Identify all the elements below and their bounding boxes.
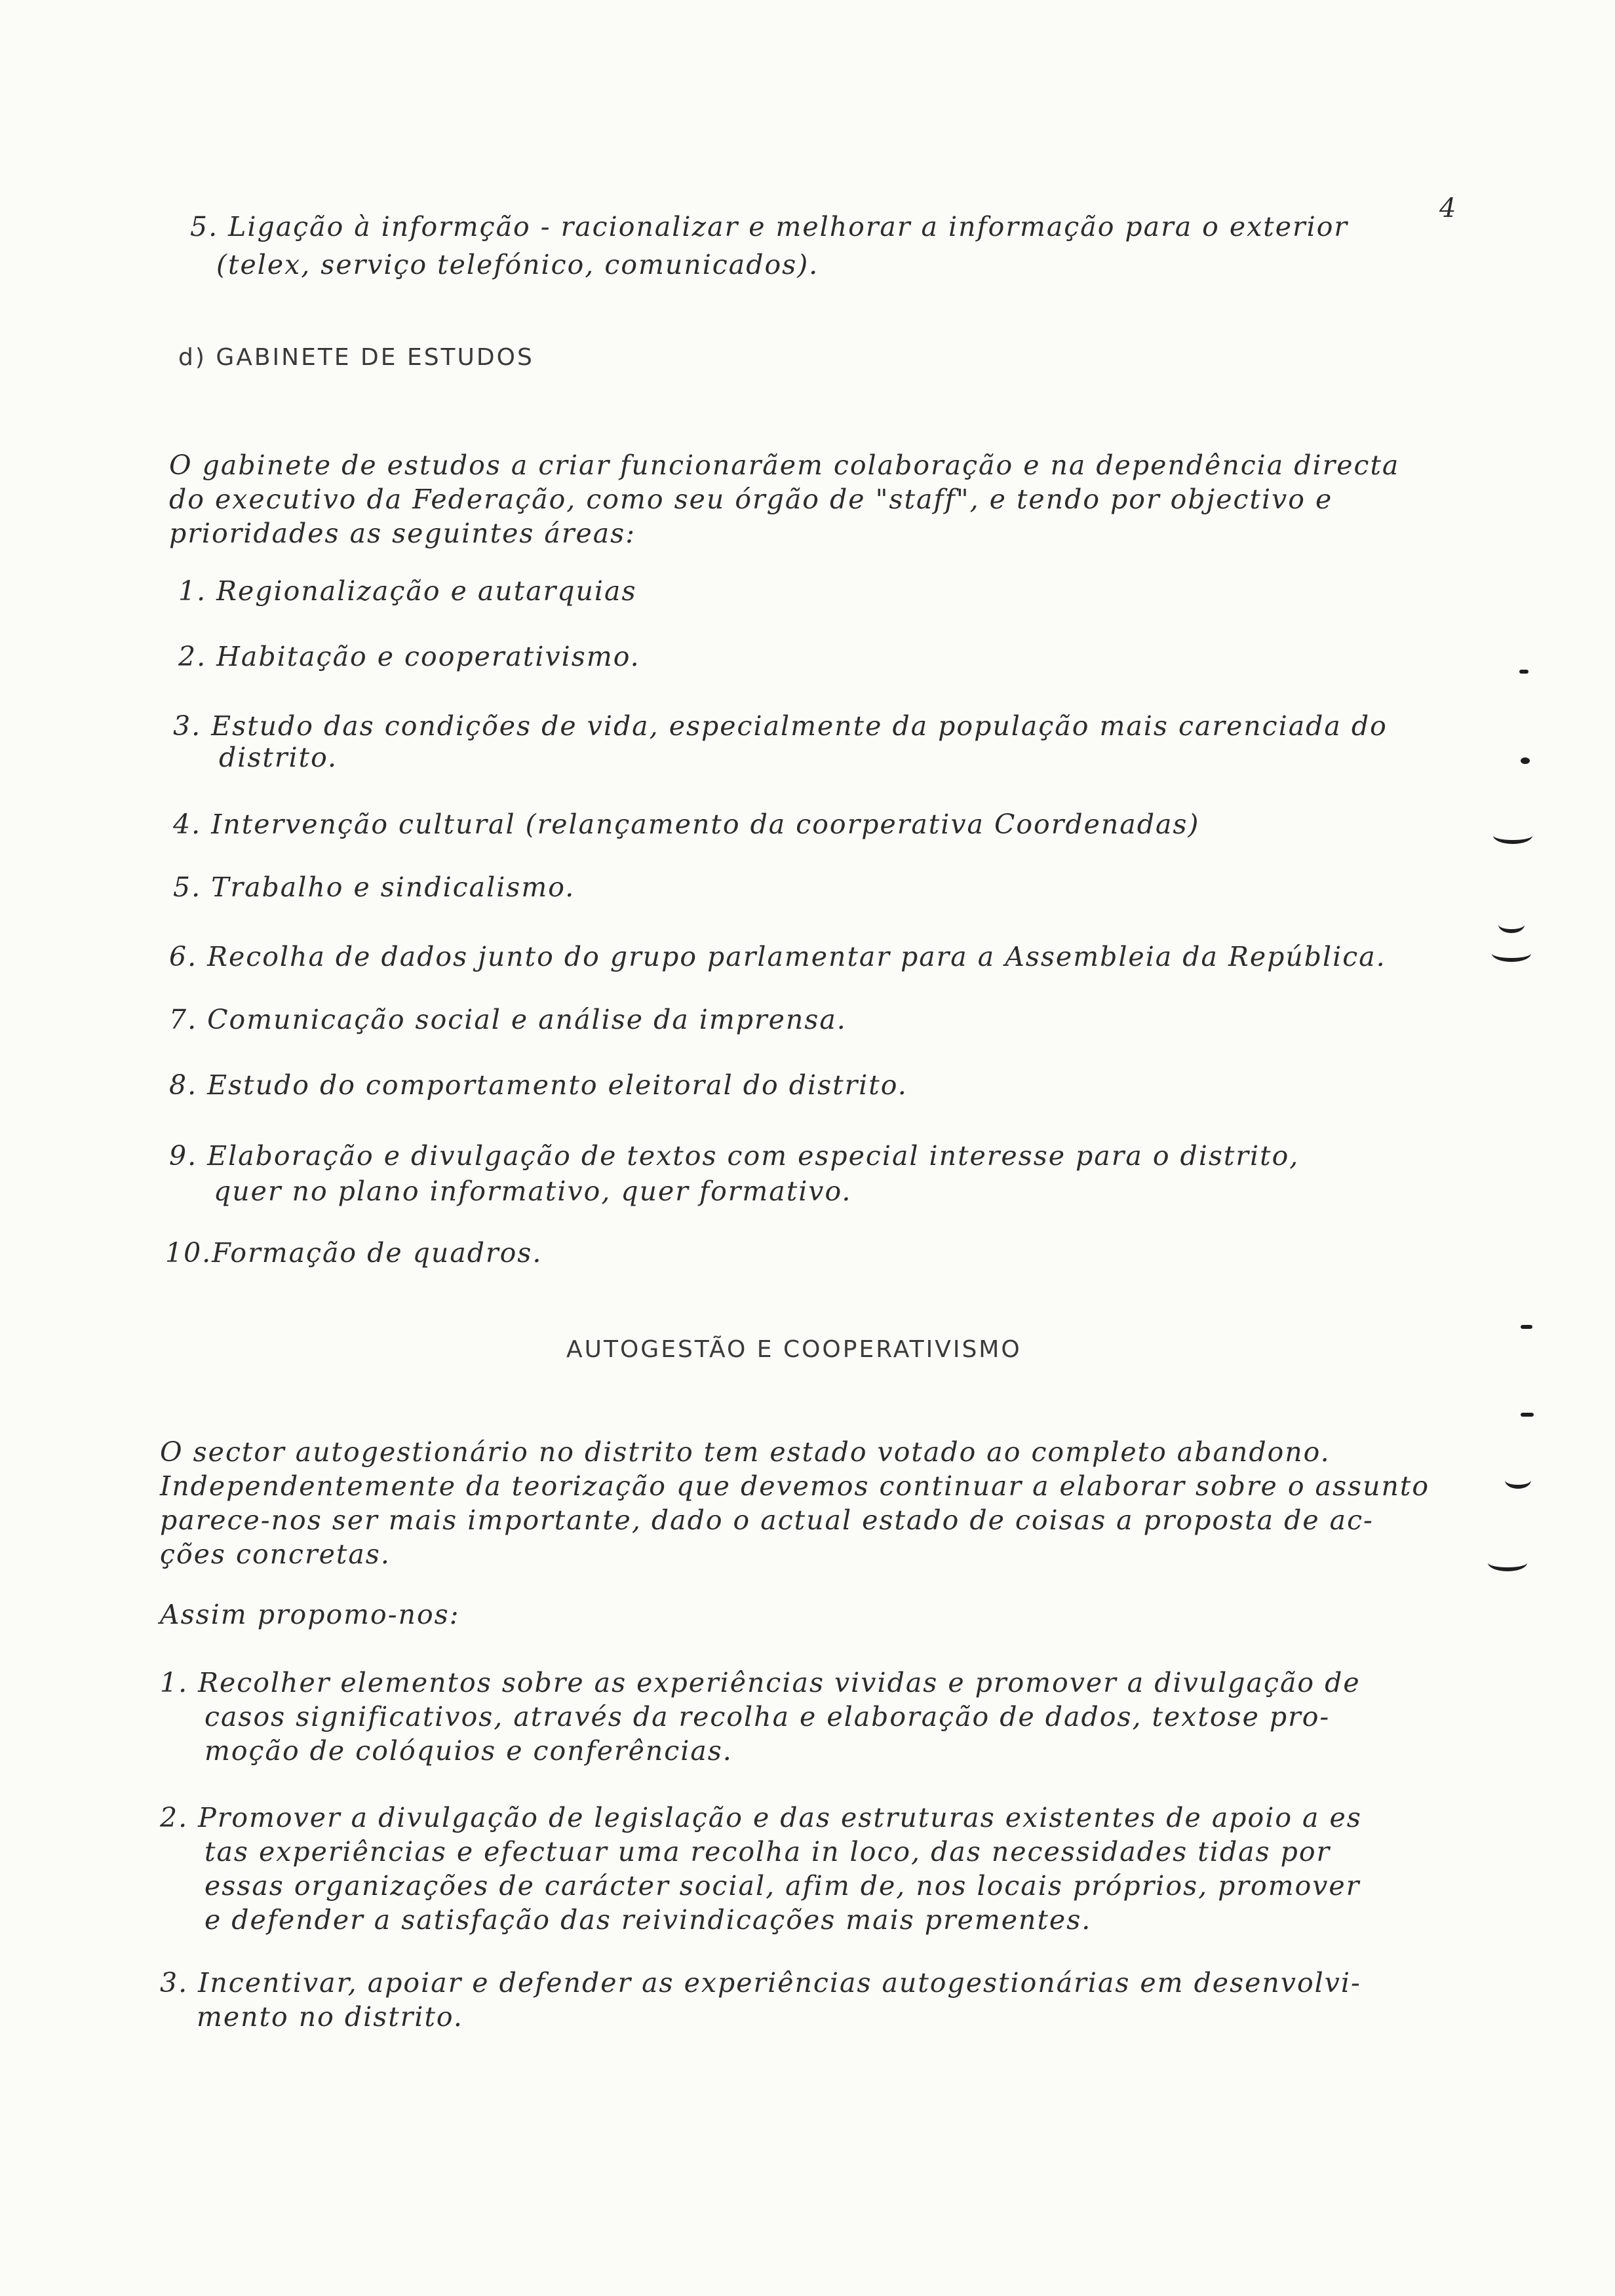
list-item-continuation: mento no distrito. <box>197 2001 463 2033</box>
top-item-line: (telex, serviço telefónico, comunicados). <box>216 249 819 280</box>
gabinete-intro-line: O gabinete de estudos a criar funcionarãem colaboração e na dependência directa <box>169 450 1400 481</box>
list-item: 8. Estudo do comportamento eleitoral do distrito. <box>169 1069 908 1101</box>
list-item: 3. Estudo das condições de vida, especialmente da população mais carenciada do <box>173 710 1388 742</box>
list-item: 2. Habitação e cooperativismo. <box>178 641 640 672</box>
list-item-continuation: e defender a satisfação das reivindicações mais prementes. <box>204 1904 1092 1936</box>
margin-mark <box>1492 945 1531 962</box>
autogestao-intro-line: ções concretas. <box>160 1539 391 1570</box>
list-item-continuation: casos significativos, através da recolha e elaboração de dados, textose pro- <box>204 1701 1331 1732</box>
page-number: 4 <box>1439 193 1456 223</box>
autogestao-lead: Assim propomo-nos: <box>160 1599 460 1630</box>
margin-mark <box>1519 670 1528 674</box>
list-item-continuation: quer no plano informativo, quer formativo. <box>214 1176 852 1207</box>
list-item: 5. Trabalho e sindicalismo. <box>173 871 575 903</box>
list-item: 1. Regionalização e autarquias <box>178 575 637 607</box>
list-item: 10.Formação de quadros. <box>165 1237 543 1269</box>
list-item-continuation: moção de colóquios e conferências. <box>204 1735 733 1767</box>
section-heading-autogestao: AUTOGESTÃO E COOPERATIVISMO <box>566 1336 1022 1363</box>
autogestao-intro-line: Independentemente da teorização que devemos continuar a elaborar sobre o assunto <box>160 1470 1430 1502</box>
margin-mark <box>1488 1554 1527 1571</box>
list-item: 7. Comunicação social e análise da imprensa. <box>169 1004 847 1035</box>
autogestao-intro-line: O sector autogestionário no distrito tem estado votado ao completo abandono. <box>160 1436 1331 1468</box>
section-heading-gabinete: d) GABINETE DE ESTUDOS <box>178 344 534 371</box>
list-item-continuation: essas organizações de carácter social, afim de, nos locais próprios, promover <box>204 1870 1361 1902</box>
margin-mark <box>1498 916 1525 933</box>
margin-mark <box>1521 757 1530 764</box>
list-item: 2. Promover a divulgação de legislação e das estruturas existentes de apoio a es <box>160 1802 1362 1833</box>
list-item: 1. Recolher elementos sobre as experiências vividas e promover a divulgação de <box>160 1667 1361 1698</box>
margin-mark <box>1521 1413 1534 1417</box>
gabinete-intro-line: do executivo da Federação, como seu órgão de "staff", e tendo por objectivo e <box>169 484 1333 515</box>
list-item: 4. Intervenção cultural (relançamento da coorperativa Coordenadas) <box>173 809 1200 840</box>
list-item: 6. Recolha de dados junto do grupo parlamentar para a Assembleia da República. <box>169 941 1386 972</box>
autogestao-intro-line: parece-nos ser mais importante, dado o actual estado de coisas a proposta de ac- <box>160 1504 1374 1536</box>
margin-mark <box>1521 1325 1532 1329</box>
margin-mark <box>1505 1472 1531 1489</box>
gabinete-intro-line: prioridades as seguintes áreas: <box>169 518 636 549</box>
list-item: 3. Incentivar, apoiar e defender as experiências autogestionárias em desenvolvi- <box>160 1967 1361 1999</box>
list-item-continuation: distrito. <box>219 742 338 773</box>
list-item: 9. Elaboração e divulgação de textos com especial interesse para o distrito, <box>169 1140 1300 1172</box>
margin-mark <box>1493 827 1532 844</box>
top-item-line: 5. Ligação à informção - racionalizar e melhorar a informação para o exterior <box>190 211 1349 242</box>
list-item-continuation: tas experiências e efectuar uma recolha in loco, das necessidades tidas por <box>204 1836 1331 1867</box>
